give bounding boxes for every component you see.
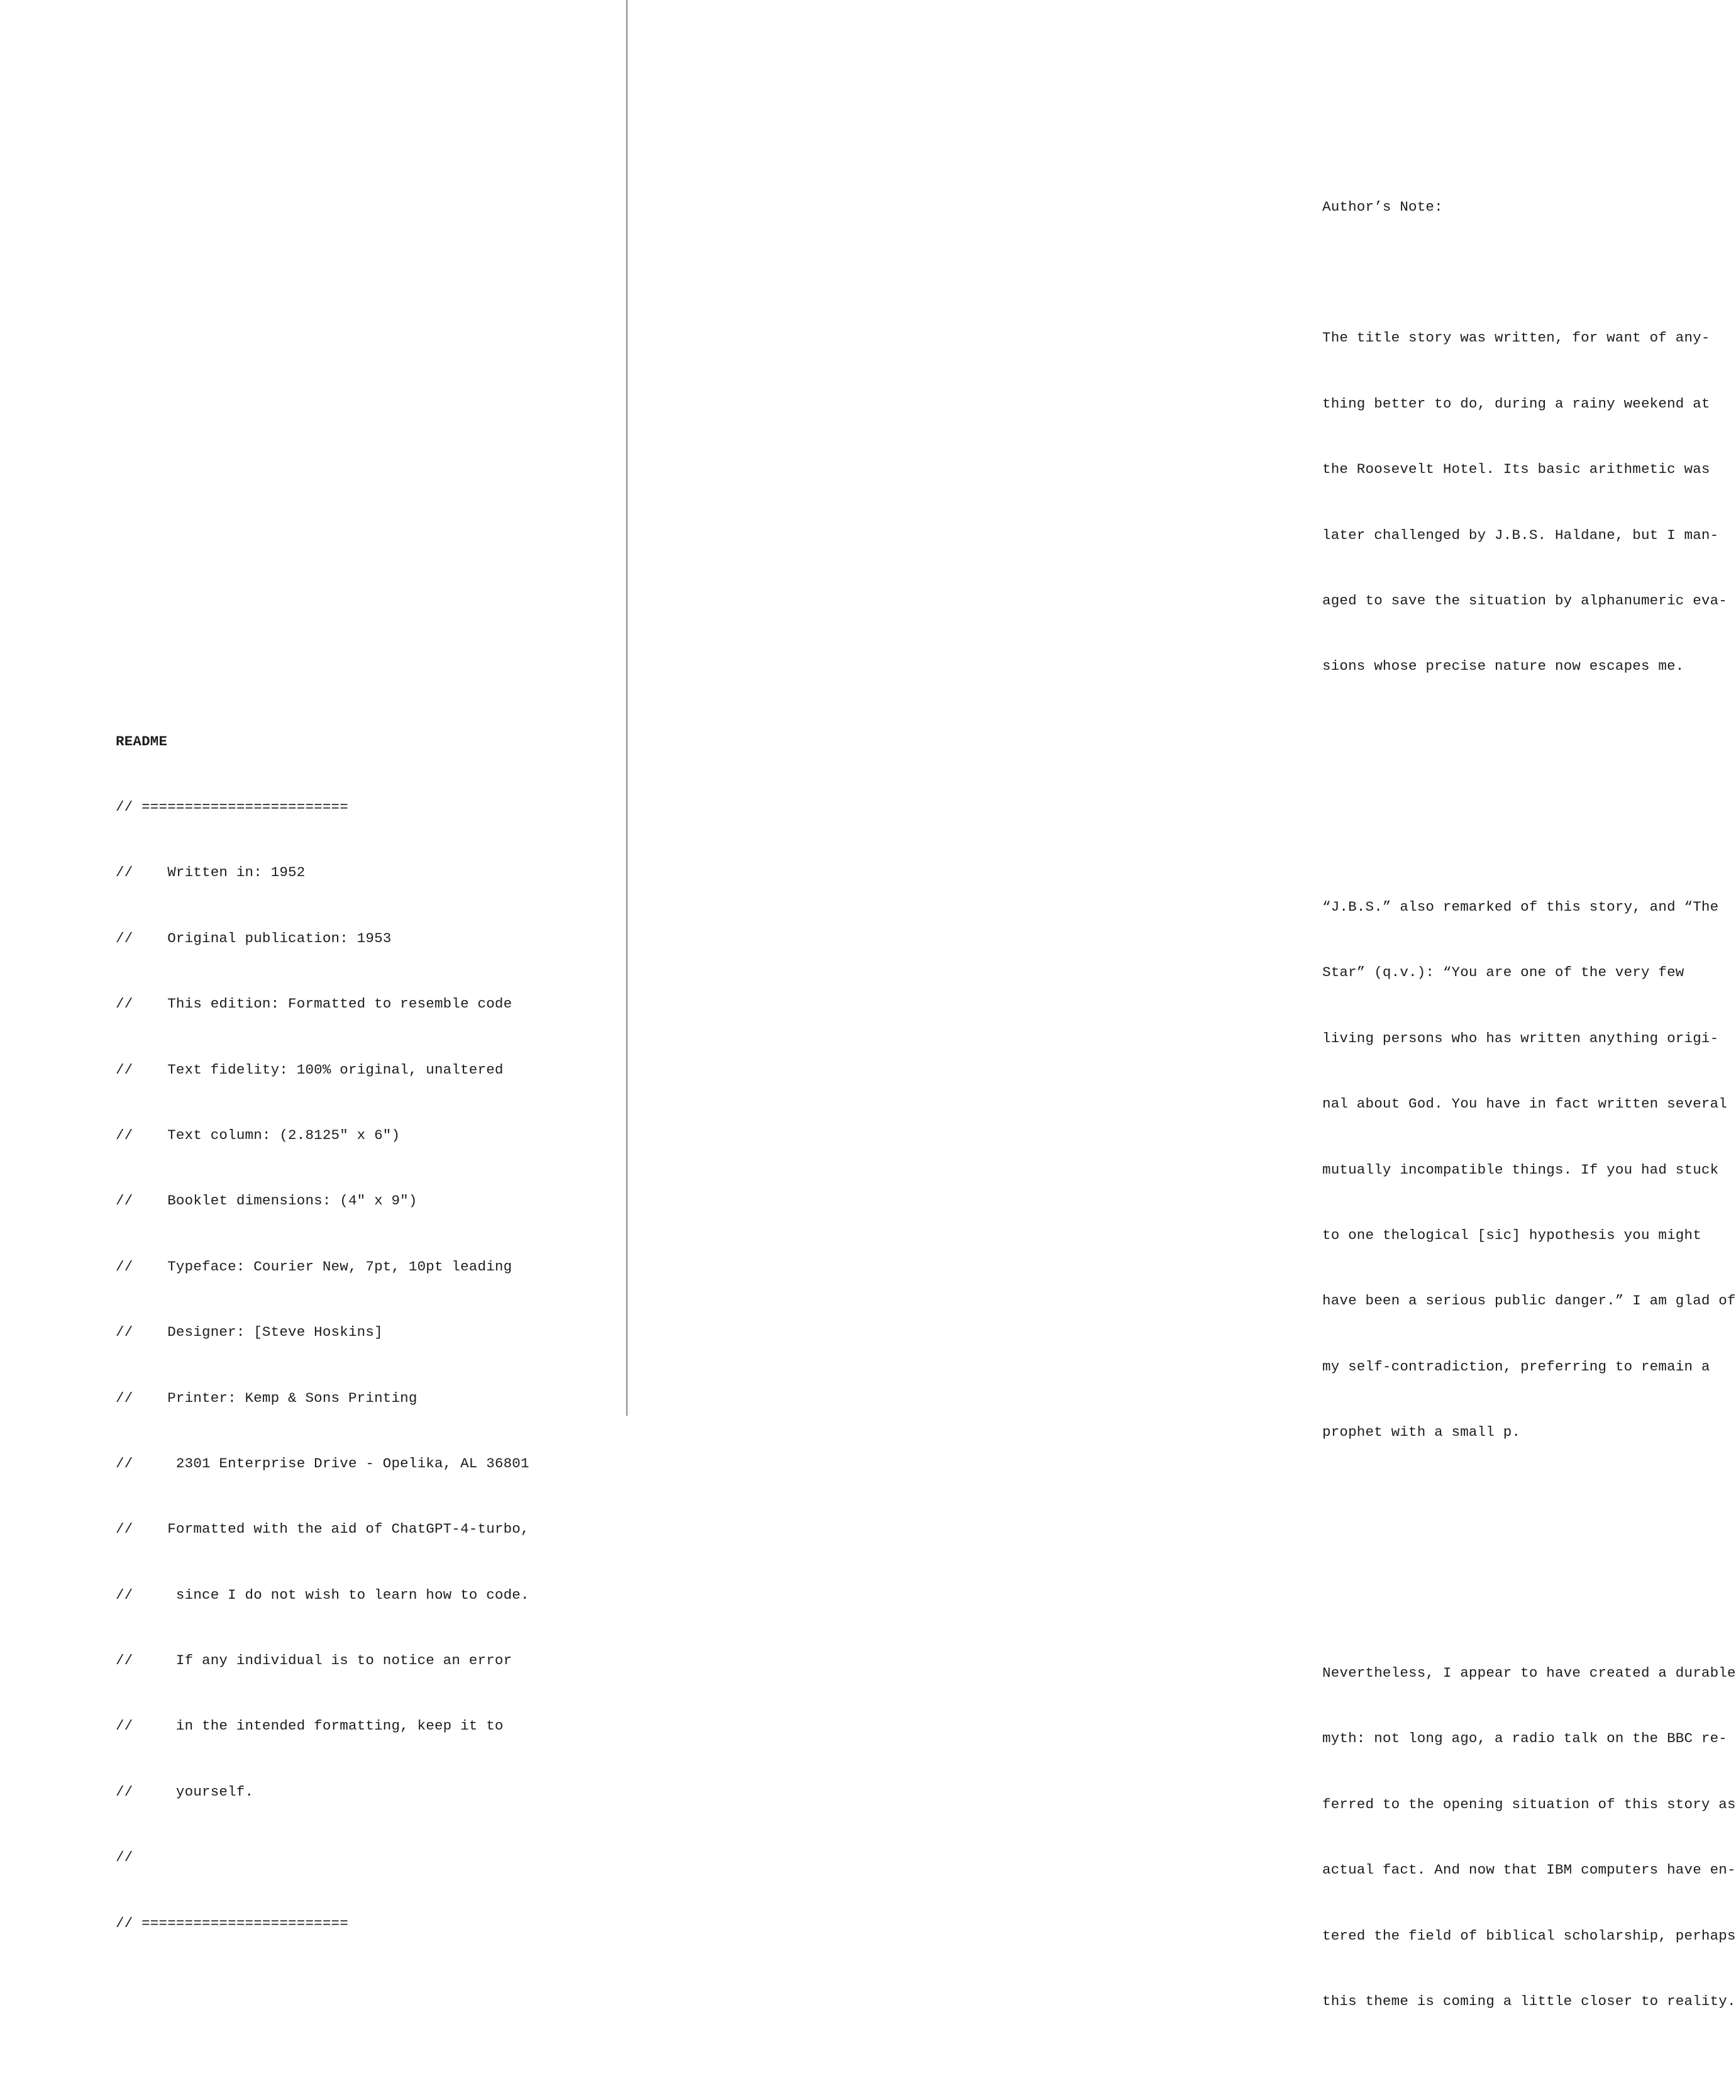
- note-line: aged to save the situation by alphanumeric eva-: [1322, 592, 1728, 609]
- note-line: prophet with a small p.: [1322, 1424, 1521, 1441]
- readme-rule-bottom: // ========================: [116, 1914, 348, 1931]
- note-line: the Roosevelt Hotel. Its basic arithmetic was: [1322, 461, 1710, 478]
- readme-rule-top: // ========================: [116, 798, 348, 815]
- readme-line: // Printer: Kemp & Sons Printing: [116, 1389, 417, 1406]
- right-page: [628, 0, 1736, 2009]
- readme-line: // Text fidelity: 100% original, unaltered: [116, 1061, 504, 1078]
- paragraph-gap: [1322, 765, 1736, 787]
- readme-line: // This edition: Formatted to resemble code: [116, 996, 512, 1013]
- note-paragraph-2: [1322, 853, 1736, 1487]
- readme-line: // Designer: [Steve Hoskins]: [116, 1324, 383, 1341]
- readme-line: // Booklet dimensions: (4″ x 9″): [116, 1192, 417, 1209]
- paragraph-gap: [1322, 1531, 1736, 1553]
- readme-line: // Typeface: Courier New, 7pt, 10pt leading: [116, 1258, 512, 1275]
- note-paragraph-1: [1322, 284, 1736, 721]
- readme-line: // Text column: (2.8125″ x 6″): [116, 1126, 401, 1143]
- authors-note-heading: Author’s Note:: [1322, 198, 1443, 215]
- readme-title: README: [116, 733, 168, 750]
- note-line: mutually incompatible things. If you had stuck: [1322, 1161, 1719, 1178]
- readme-line: //: [116, 1849, 133, 1866]
- note-line: thing better to do, during a rainy weekend at: [1322, 395, 1710, 412]
- readme-line: // Original publication: 1953: [116, 930, 392, 947]
- readme-line: // in the intended formatting, keep it to: [116, 1718, 504, 1735]
- note-line: ferred to the opening situation of this story as: [1322, 1796, 1736, 1813]
- readme-block: [116, 687, 529, 1978]
- note-line: have been a serious public danger.” I am glad of: [1322, 1292, 1736, 1309]
- note-line: to one thelogical [sic] hypothesis you might: [1322, 1227, 1701, 1244]
- note-paragraph-3: [1322, 1618, 1736, 2056]
- note-line: later challenged by J.B.S. Haldane, but I man-: [1322, 526, 1719, 543]
- readme-line: // 2301 Enterprise Drive - Opelika, AL 36801: [116, 1455, 529, 1472]
- note-line: myth: not long ago, a radio talk on the BBC re-: [1322, 1730, 1728, 1747]
- note-line: my self-contradiction, preferring to remain a: [1322, 1358, 1710, 1375]
- readme-line: // Formatted with the aid of ChatGPT-4-turbo,: [116, 1521, 529, 1538]
- note-line: tered the field of biblical scholarship, perhaps: [1322, 1927, 1736, 1944]
- readme-line: // since I do not wish to learn how to code.: [116, 1586, 529, 1603]
- readme-line: // If any individual is to notice an error: [116, 1652, 512, 1669]
- readme-line: // Written in: 1952: [116, 864, 306, 881]
- left-page: [0, 0, 626, 1931]
- note-line: “J.B.S.” also remarked of this story, and “The: [1322, 899, 1719, 916]
- readme-line: // yourself.: [116, 1783, 254, 1800]
- note-line: nal about God. You have in fact written several: [1322, 1096, 1728, 1113]
- note-line: sions whose precise nature now escapes me.: [1322, 658, 1684, 675]
- authors-note-block: [1322, 152, 1736, 2100]
- note-line: this theme is coming a little closer to reality.: [1322, 1992, 1736, 2009]
- note-line: Nevertheless, I appear to have created a durable: [1322, 1664, 1736, 1681]
- note-line: actual fact. And now that IBM computers have en-: [1322, 1862, 1736, 1879]
- note-line: Star” (q.v.): “You are one of the very few: [1322, 964, 1684, 981]
- note-line: living persons who has written anything origi-: [1322, 1030, 1719, 1047]
- note-line: The title story was written, for want of any-: [1322, 330, 1710, 347]
